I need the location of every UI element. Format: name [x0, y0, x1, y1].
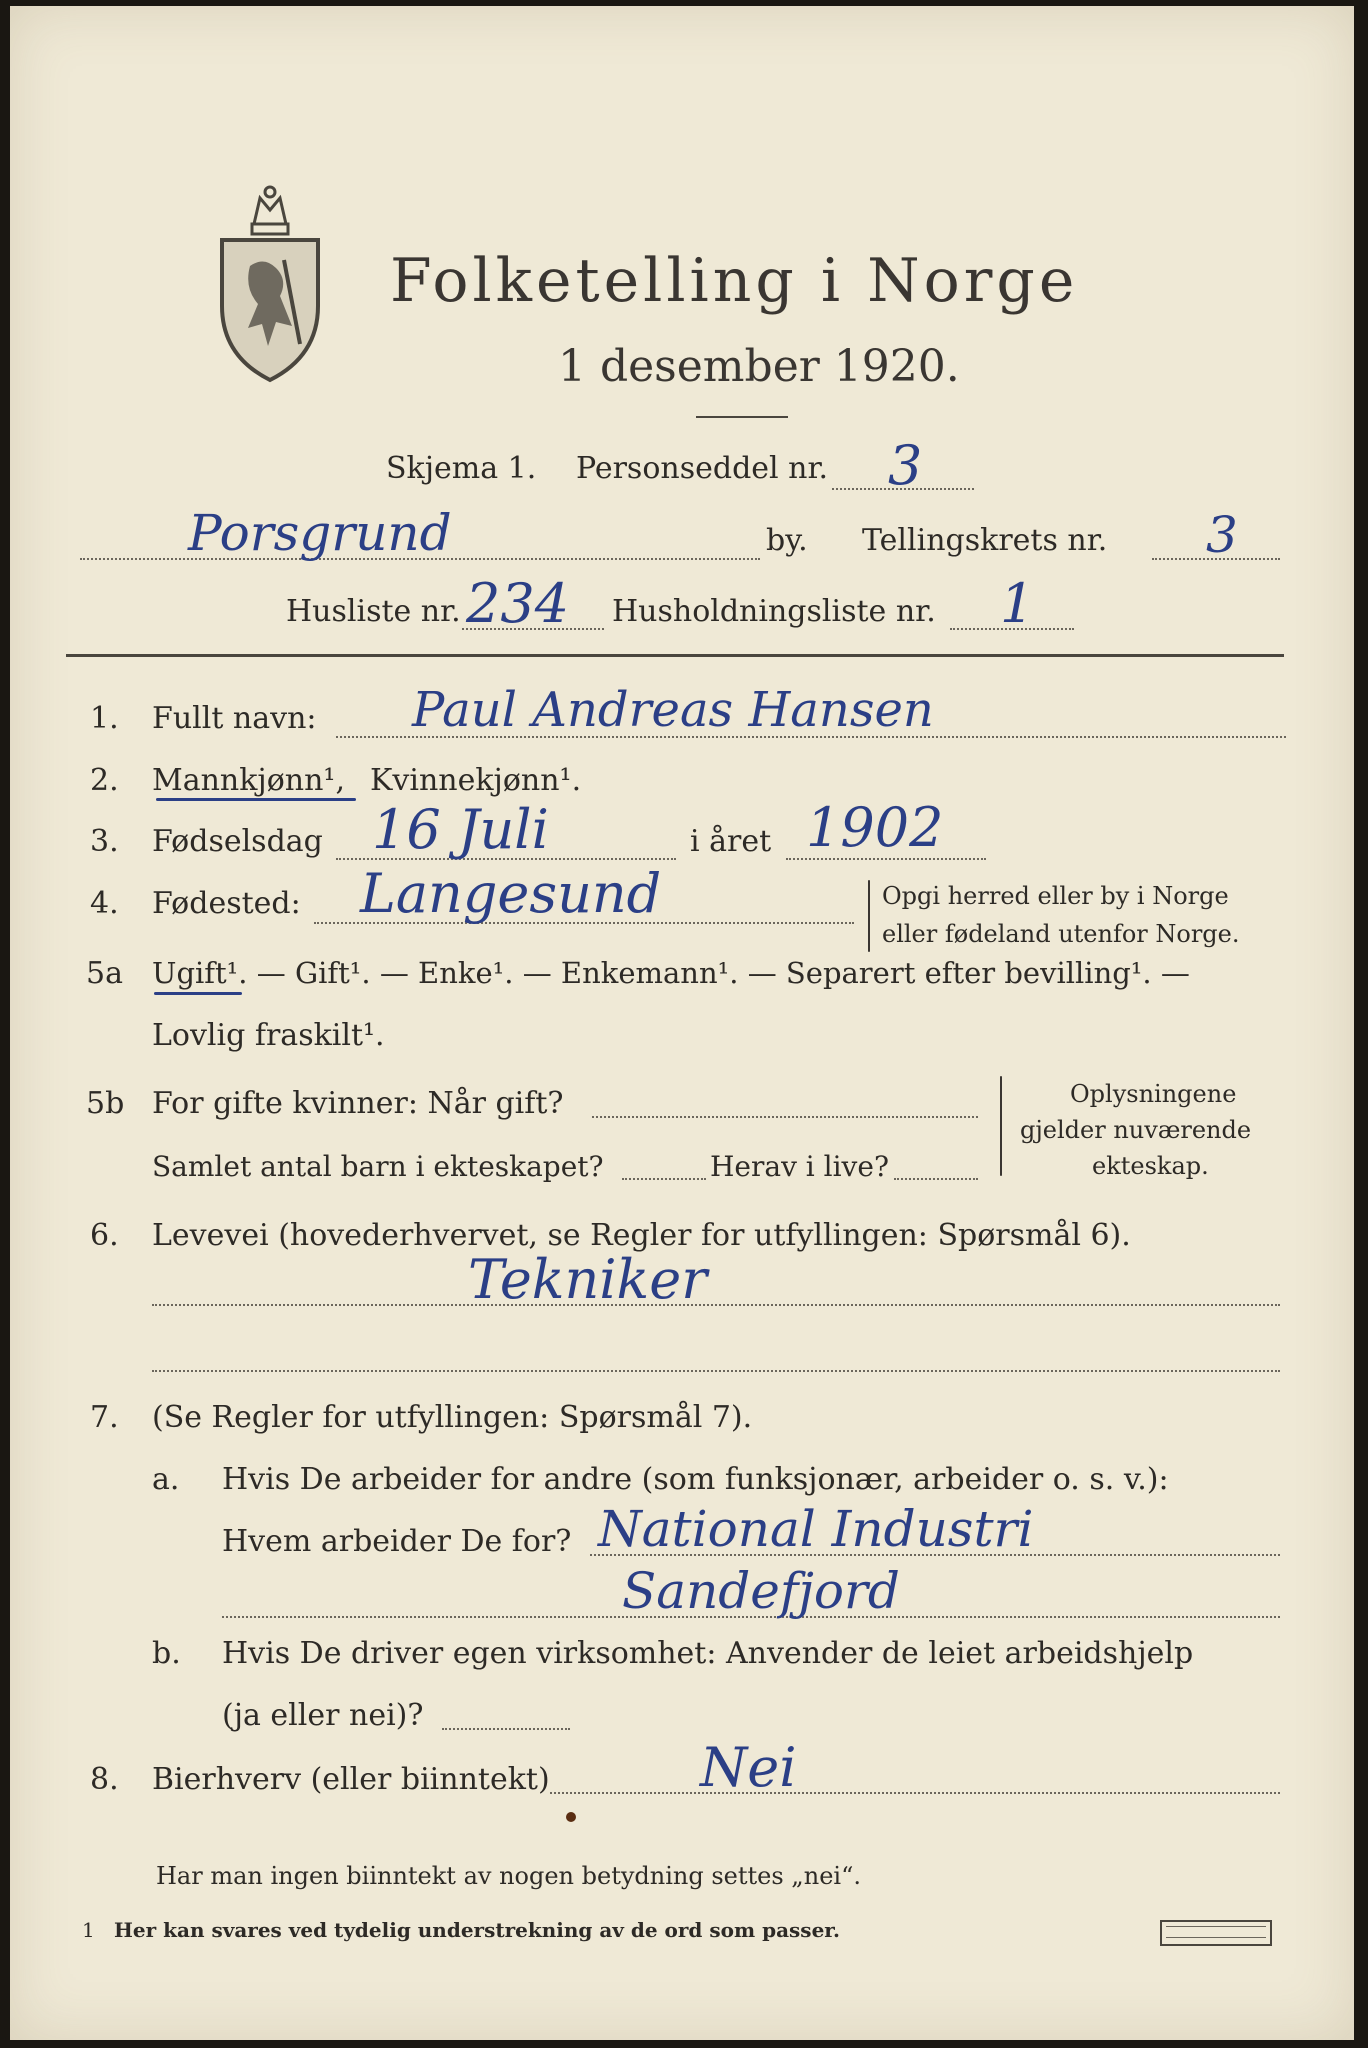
- town-value: Porsgrund: [188, 504, 452, 562]
- husliste-value: 234: [466, 572, 570, 635]
- husliste-label: Husliste nr.: [286, 594, 461, 629]
- q5b-note-line3: ekteskap.: [1092, 1152, 1209, 1180]
- q5b-note-brace: [1000, 1076, 1002, 1176]
- q5a-options: Ugift¹. — Gift¹. — Enke¹. — Enkemann¹. — Separert efter bevilling¹. —: [152, 956, 1190, 990]
- title-divider: [696, 416, 788, 418]
- q7-number: 7.: [90, 1400, 119, 1435]
- printer-stamp: [1160, 1920, 1272, 1946]
- q4-number: 4.: [90, 886, 119, 921]
- q4-note-line1: Opgi herred eller by i Norge: [882, 882, 1229, 910]
- tellingskrets-label: Tellingskrets nr.: [862, 523, 1108, 558]
- q5b-alive-label: Herav i live?: [710, 1150, 889, 1183]
- q4-label: Fødested:: [152, 886, 301, 921]
- q2-option-male: Mannkjønn¹,: [152, 763, 345, 798]
- q5b-note-line1: Oplysningene: [1070, 1080, 1237, 1108]
- q7b-letter: b.: [152, 1636, 181, 1671]
- q4-value: Langesund: [360, 862, 662, 925]
- q2-option-female: Kvinnekjønn¹.: [370, 763, 582, 798]
- q7a-value-line2: Sandefjord: [622, 1562, 900, 1620]
- q8-line: [550, 1792, 1280, 1794]
- q2-male-underline: [156, 798, 356, 801]
- q5b-children-line: [622, 1178, 706, 1180]
- by-label: by.: [766, 523, 808, 558]
- q1-number: 1.: [90, 701, 119, 736]
- q7a-line2: Hvem arbeider De for?: [222, 1524, 572, 1559]
- q5a-options-line2: Lovlig fraskilt¹.: [152, 1018, 385, 1053]
- q7b-line1: Hvis De driver egen virksomhet: Anvender de leiet arbeidshjelp: [222, 1636, 1194, 1671]
- q2-number: 2.: [90, 763, 119, 798]
- q1-value: Paul Andreas Hansen: [412, 682, 934, 738]
- q5b-note-line2: gjelder nuværende: [1020, 1116, 1252, 1144]
- form-date: 1 desember 1920.: [558, 341, 960, 392]
- q3-year-value: 1902: [806, 796, 944, 859]
- q8-label: Bierhverv (eller biinntekt): [152, 1762, 550, 1797]
- q6-value: Tekniker: [468, 1248, 708, 1311]
- coat-of-arms-icon: [214, 176, 326, 384]
- q7-label: (Se Regler for utfyllingen: Spørsmål 7).: [152, 1400, 753, 1435]
- personseddel-label: Personseddel nr.: [576, 451, 829, 486]
- personseddel-value: 3: [888, 434, 923, 497]
- q3-number: 3.: [90, 824, 119, 859]
- footnote-text: Her kan svares ved tydelig understrekning av de ord som passer.: [114, 1918, 840, 1942]
- q7a-line1: Hvis De arbeider for andre (som funksjonær, arbeider o. s. v.):: [222, 1462, 1169, 1497]
- census-form: [10, 6, 1354, 2040]
- q7b-line: [442, 1728, 570, 1730]
- q7b-line2: (ja eller nei)?: [222, 1698, 424, 1733]
- q6-label: Levevei (hovederhvervet, se Regler for utfyllingen: Spørsmål 6).: [152, 1218, 1131, 1253]
- header-separator: [66, 654, 1284, 657]
- form-title: Folketelling i Norge: [390, 246, 1079, 316]
- husholdning-value: 1: [1000, 572, 1035, 635]
- q5b-alive-line: [894, 1178, 978, 1180]
- q5b-number: 5b: [86, 1086, 125, 1121]
- q6-line1: [152, 1304, 1280, 1306]
- q3-date-value: 16 Juli: [372, 798, 549, 861]
- q3-label: Fødselsdag: [152, 824, 323, 859]
- q5a-number: 5a: [86, 956, 123, 991]
- q1-label: Fullt navn:: [152, 701, 317, 736]
- q7a-value-line1: National Industri: [598, 1500, 1034, 1558]
- q5b-line1: For gifte kvinner: Når gift?: [152, 1086, 564, 1121]
- skjema-label: Skjema 1.: [386, 451, 537, 486]
- q6-number: 6.: [90, 1218, 119, 1253]
- q4-note-line2: eller fødeland utenfor Norge.: [882, 920, 1240, 948]
- q4-note-brace: [868, 880, 870, 952]
- q5b-married-line: [592, 1116, 978, 1118]
- footer-note: Har man ingen biinntekt av nogen betydning settes „nei“.: [156, 1862, 861, 1890]
- q5b-children-label: Samlet antal barn i ekteskapet?: [152, 1150, 604, 1183]
- q6-line2: [152, 1370, 1280, 1372]
- q8-value: Nei: [700, 1736, 797, 1799]
- ink-spot: [566, 1812, 576, 1822]
- q7a-letter: a.: [152, 1462, 180, 1497]
- q8-number: 8.: [90, 1762, 119, 1797]
- q3-year-label: i året: [690, 824, 772, 859]
- husholdning-label: Husholdningsliste nr.: [612, 594, 936, 629]
- footnote-mark: 1: [82, 1918, 95, 1942]
- tellingskrets-value: 3: [1206, 506, 1238, 564]
- q5a-ugift-underline: [154, 992, 242, 995]
